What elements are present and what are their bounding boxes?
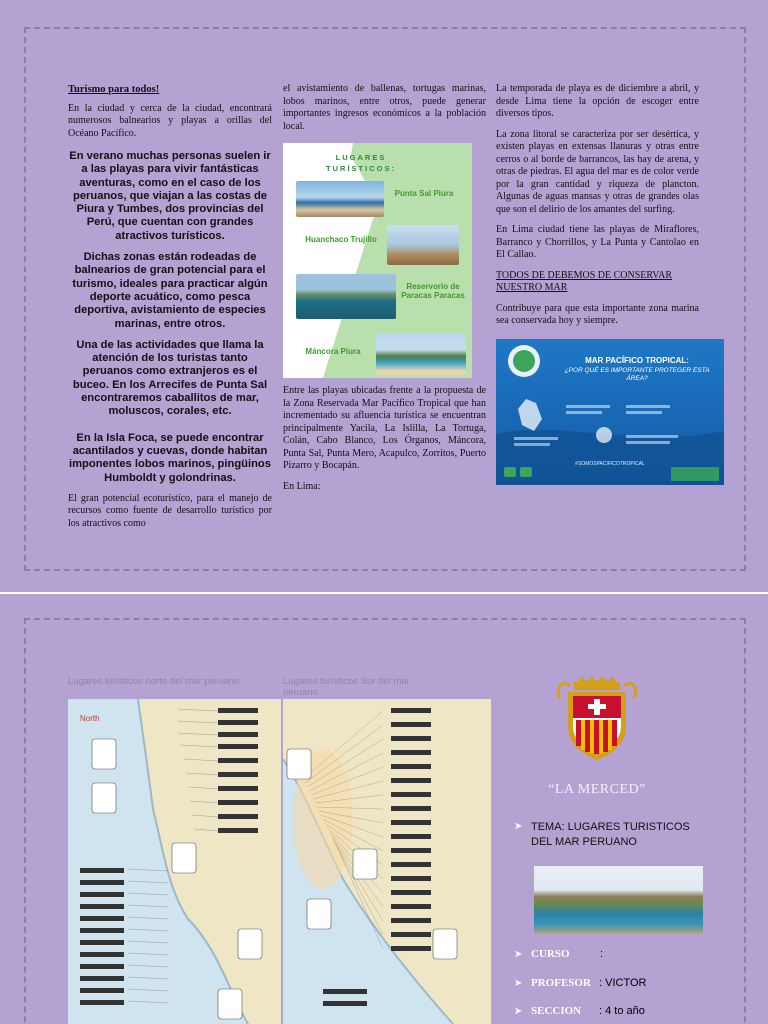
school-crest-icon: [554, 676, 640, 762]
paracas-label: Reservorio de Paracas Paracas: [401, 282, 465, 300]
ecotourism-paragraph: El gran potencial ecoturístico, para el manejo de recursos como fuente de desarrollo turístico por los atractivos como: [68, 492, 272, 529]
mancora-label: Máncora Piura: [305, 347, 361, 356]
column-two: [283, 83, 486, 141]
conservation-paragraph: Contribuye para que esta importante zona marina sea conservada hoy y siempre.: [496, 302, 699, 326]
north-coast-map: [68, 699, 281, 1024]
punta-sal-label: Punta Sal Piura: [394, 189, 454, 198]
paracas-photo: [296, 274, 396, 319]
profesor-arrow-icon: ➤: [514, 978, 523, 989]
seccion-value: : 4 to año: [599, 1005, 645, 1017]
column-one: [68, 84, 272, 538]
whale-paragraph: el avistamiento de ballenas, tortugas marinas, lobos marinos, entre otros, puede generar importantes ingresos económicos a la población local.: [283, 83, 486, 132]
lima-label: En Lima:: [283, 480, 321, 492]
lima-beaches-paragraph: En Lima ciudad tiene las playas de Miraflores, Barranco y Chorrillos, y La Punta y Cantolao en El Callao.: [496, 224, 699, 260]
beaches-paragraph-block: [283, 385, 486, 501]
curso-label: CURSO: [531, 948, 570, 960]
intro-paragraph: En la ciudad y cerca de la ciudad, encontrará numerosos balnearios y playas a orillas del Océano Pacífico.: [68, 102, 272, 139]
summer-paragraph: En verano muchas personas suelen ir a las playas para vivir fantásticas aventuras, como en el caso de los peruanos, que viajan a las costas de Piura y Tumbes, dos provincias del Perú, que cuentan con grandes atractivos turísticos.: [69, 150, 271, 242]
curso-arrow-icon: ➤: [514, 949, 523, 960]
beaches-paragraph: Entre las playas ubicadas frente a la propuesta de la Zona Reservada Mar Pacífico Tropical que han incrementado su afluencia turística se encuentran principalmente Yacila, La Islilla, La Tortuga, Colán, Cabo Blanco, Los Órganos, Máncora, Punta Sal, Punta Mero, Acapulco, Zorritos, Puerto Pizarro y Bocapán.: [283, 385, 486, 471]
brochure-title: LUGARES TURÍSTICOS:: [326, 153, 396, 173]
section-title: Turismo para todos!: [68, 84, 160, 95]
north-map-heading: Lugares turísticos norte del mar peruano: [68, 676, 240, 687]
south-coast-map: [283, 699, 491, 1024]
infographic-hashtag: #SOMOSPACIFICOTROPICAL: [575, 461, 645, 467]
conservation-heading: TODOS DE DEBEMOS DE CONSERVAR NUESTRO MAR: [496, 269, 673, 293]
north-label: North: [80, 714, 100, 723]
huanchaco-label: Huanchaco Trujillo: [305, 235, 377, 244]
tourist-places-brochure-image: [283, 143, 472, 378]
infographic-subtitle: ¿POR QUÉ ES IMPORTANTE PROTEGER ESTA ÁREA?: [564, 367, 710, 382]
profesor-label: PROFESOR: [531, 977, 591, 989]
tema-arrow-icon: ➤: [514, 821, 523, 832]
south-map-heading: Lugares turísticos Sur del mar peruano: [283, 676, 410, 698]
column-three: [496, 83, 699, 336]
profesor-value: : VICTOR: [599, 977, 647, 989]
huanchaco-photo: [387, 225, 459, 265]
north-map-graphic: [68, 699, 281, 1024]
south-map-graphic: [283, 699, 491, 1024]
season-paragraph: La temporada de playa es de diciembre a abril, y desde Lima tiene la opción de escoger entre diversos tipos.: [496, 83, 699, 119]
seccion-label: SECCION: [531, 1005, 582, 1017]
coastline-paragraph: La zona litoral se caracteriza por ser desértica, y existen playas en extensas llanuras y otras entre cerros o al borde de barrancos, las hay de arena, y otras de piedras. El agua del mar es de color verde por la gran cantidad y riqueza de plancton. Algunas de aguas mansas y otras de grandes olas que son el delirio de los amantes del surfing.: [496, 128, 699, 215]
infographic-title: MAR PACÍFICO TROPICAL:: [585, 356, 689, 365]
curso-separator: :: [600, 948, 604, 960]
mancora-photo: [376, 333, 466, 375]
seccion-arrow-icon: ➤: [514, 1006, 523, 1017]
diving-paragraph: Una de las actividades que llama la atención de los turistas tanto peruanos como extranjeros es el buceo. En los Arrecifes de Punta Sal encontraremos caballitos de mar, moluscos, corales, etc.: [72, 338, 268, 418]
balnearios-paragraph: Dichas zonas están rodeadas de balnearios de gran potencial para el turismo, ideales para practicar algún deporte acuático, como pesca deportiva, avistamiento de especies marinas, entre otros.: [72, 251, 268, 330]
punta-sal-photo: [296, 181, 384, 217]
tema-label: TEMA: LUGARES TURISTICOS DEL MAR PERUANO: [531, 821, 690, 848]
cover-photo: [534, 866, 703, 934]
school-name: “LA MERCED”: [548, 782, 646, 797]
isla-foca-paragraph: En la Isla Foca, se puede encontrar acantilados y cuevas, donde habitan imponentes lobos marinos, pingüinos Humboldt y golondrinas.: [68, 431, 271, 484]
mar-pacifico-infographic: [496, 339, 724, 485]
